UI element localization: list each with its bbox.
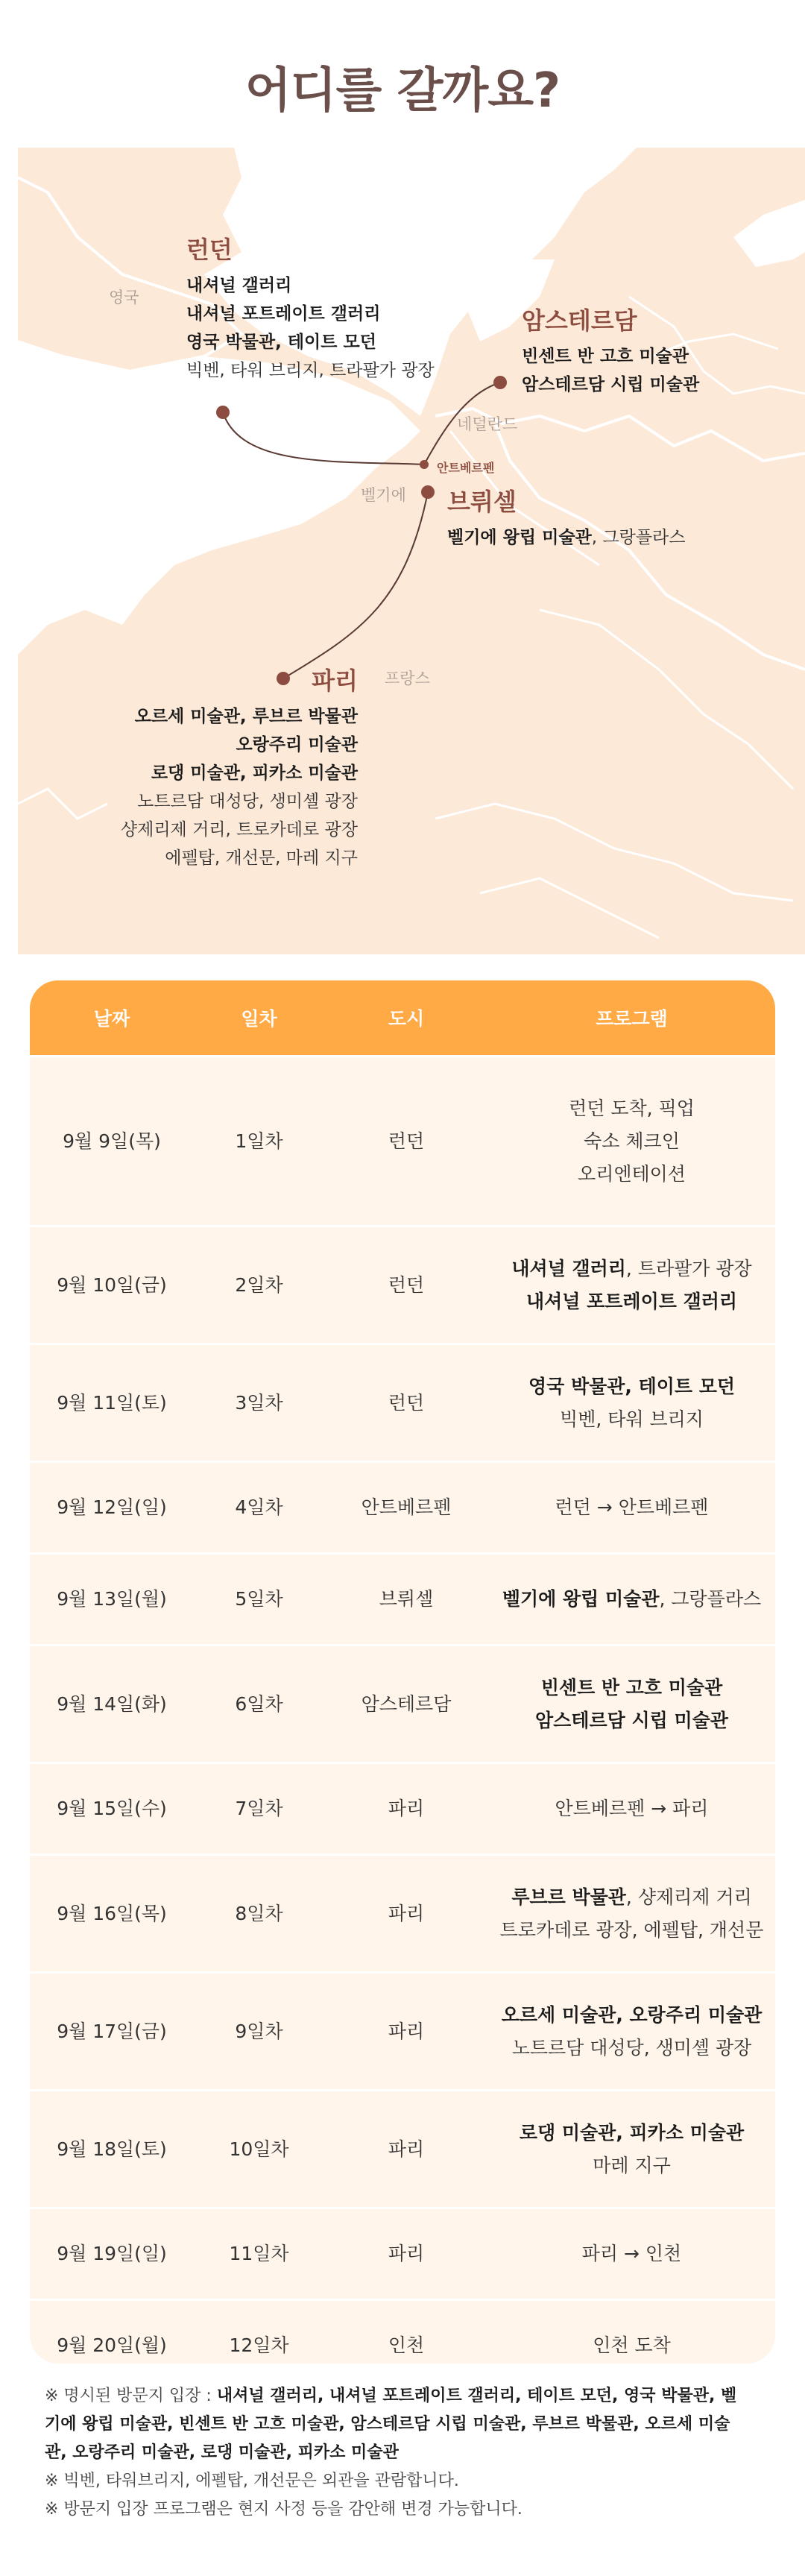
place-list — [112, 702, 358, 872]
table-row — [30, 1225, 775, 1343]
table-row — [30, 2089, 775, 2207]
bold-text: 관, 오랑주리 미술관, 로댕 미술관, 피카소 미술관 — [45, 2443, 399, 2462]
note-admission — [45, 2382, 760, 2467]
country-label-france: 프랑스 — [385, 670, 430, 687]
london-marker — [216, 406, 230, 419]
text-line — [488, 1403, 775, 1436]
country-label-netherlands: 네덜란드 — [457, 415, 518, 433]
cell-program — [488, 1491, 775, 1524]
bold-text: 빈센트 반 고흐 미술관 — [540, 1676, 723, 1698]
cell-day: 8일차 — [235, 1902, 283, 1924]
cell-date: 9월 13일(월) — [57, 1588, 167, 1610]
text-line — [488, 1914, 775, 1947]
text: , 그랑플라스 — [591, 528, 686, 547]
text-line — [488, 2032, 775, 2065]
text-line — [488, 1672, 775, 1704]
bold-text: 내셔널 갤러리 — [186, 276, 292, 295]
place-list — [447, 523, 685, 552]
text-line — [45, 2382, 760, 2410]
bold-text: 루브르 박물관 — [511, 1886, 626, 1908]
table-row — [30, 1854, 775, 1971]
cell-city: 파리 — [388, 1798, 425, 1819]
text: 파리 → 인천 — [581, 2243, 682, 2264]
bold-text: 오랑주리 미술관 — [236, 735, 358, 755]
cell-city: 안트베르펜 — [361, 1496, 452, 1518]
cell-day: 7일차 — [235, 1798, 283, 1819]
text: ※ 명시된 방문지 입장 : — [45, 2387, 217, 2405]
text-line — [488, 1253, 775, 1285]
table-body — [30, 1055, 775, 2364]
bold-text: 내셔널 갤러리 — [511, 1257, 626, 1279]
route-map — [18, 148, 805, 954]
city-block-brussels — [447, 483, 685, 552]
text: ※ 빅벤, 타워브리지, 에펠탑, 개선문은 외관을 관람합니다. — [45, 2472, 459, 2490]
cell-program — [488, 1370, 775, 1436]
bold-text: 내셔널 포트레이트 갤러리 — [186, 304, 381, 324]
cell-date: 9월 20일(월) — [57, 2334, 167, 2356]
table-row — [30, 1644, 775, 1762]
text: 런던 → 안트베르펜 — [555, 1496, 709, 1518]
city-block-paris — [112, 662, 358, 872]
header-date: 날짜 — [93, 1008, 130, 1030]
brussels-marker — [421, 485, 435, 499]
text-line — [447, 523, 685, 552]
text: 런던 도착, 픽업 — [569, 1097, 695, 1119]
cell-date: 9월 16일(목) — [57, 1902, 167, 1924]
cell-date: 9월 18일(토) — [57, 2138, 167, 2160]
bold-text: 로댕 미술관, 피카소 미술관 — [519, 2121, 745, 2144]
text-line — [112, 844, 358, 872]
itinerary-table — [30, 980, 775, 2364]
cell-program — [488, 1999, 775, 2065]
cell-city: 런던 — [388, 1130, 425, 1152]
cell-city: 인천 — [388, 2334, 425, 2356]
place-list — [522, 342, 699, 399]
amsterdam-marker — [493, 376, 507, 389]
cell-day: 12일차 — [229, 2334, 289, 2356]
text-line — [488, 1999, 775, 2032]
cell-program — [488, 1672, 775, 1737]
text-line — [522, 371, 699, 399]
cell-program — [488, 2117, 775, 2182]
cell-day: 3일차 — [235, 1391, 283, 1414]
text: 숙소 체크인 — [584, 1130, 680, 1152]
cell-date: 9월 12일(일) — [57, 1496, 167, 1518]
city-name-amsterdam: 암스테르담 — [522, 306, 637, 335]
cell-day: 6일차 — [235, 1692, 283, 1715]
antwerp-marker — [420, 460, 429, 469]
text: 인천 도착 — [593, 2334, 671, 2356]
table-row — [30, 1552, 775, 1644]
text: 빅벤, 타워 브리지, 트라팔가 광장 — [186, 361, 435, 380]
note-exterior — [45, 2467, 760, 2495]
bold-text: 영국 박물관, 테이트 모던 — [528, 1375, 736, 1397]
cell-program — [488, 2238, 775, 2270]
text-line — [488, 1285, 775, 1318]
city-name-london: 런던 — [186, 236, 233, 264]
city-name-paris: 파리 — [312, 667, 358, 695]
cell-city: 파리 — [388, 2138, 425, 2160]
cell-day: 10일차 — [229, 2138, 289, 2160]
cell-date: 9월 14일(화) — [57, 1692, 167, 1715]
text: 에펠탑, 개선문, 마레 지구 — [165, 848, 358, 868]
text-line — [45, 2467, 760, 2495]
cell-date: 9월 9일(목) — [63, 1130, 161, 1152]
place-list — [186, 271, 435, 385]
text: 샹제리제 거리, 트로카데로 광장 — [120, 820, 358, 840]
country-label-uk: 영국 — [109, 289, 139, 306]
cell-date: 9월 19일(일) — [57, 2243, 167, 2264]
note-change — [45, 2495, 760, 2524]
text-line — [488, 2150, 775, 2182]
text-line — [488, 1092, 775, 1125]
antwerp-label: 안트베르펜 — [437, 461, 495, 475]
text-line — [112, 787, 358, 816]
text-line — [45, 2410, 760, 2439]
notes-section — [45, 2382, 760, 2524]
table-header — [30, 980, 775, 1055]
country-label-belgium: 벨기에 — [361, 486, 406, 504]
cell-day: 9일차 — [235, 2020, 283, 2042]
bold-text: 내셔널 갤러리, 내셔널 포트레이트 갤러리, 테이트 모던, 영국 박물관, 벨 — [216, 2387, 737, 2405]
text-line — [488, 1158, 775, 1191]
text-line — [522, 342, 699, 371]
text-line — [488, 2238, 775, 2270]
bold-text: 로댕 미술관, 피카소 미술관 — [151, 763, 358, 783]
table-row — [30, 1762, 775, 1854]
cell-date: 9월 17일(금) — [57, 2020, 167, 2042]
text-line — [112, 759, 358, 787]
cell-program — [488, 1253, 775, 1318]
text: , 트라팔가 광장 — [625, 1257, 752, 1279]
table-row — [30, 2299, 775, 2364]
header-day: 일차 — [241, 1008, 277, 1030]
bold-text: 내셔널 포트레이트 갤러리 — [525, 1290, 738, 1312]
text-line — [45, 2439, 760, 2467]
text: 노트르담 대성당, 생미셸 광장 — [137, 792, 358, 811]
bold-text: 영국 박물관, 테이트 모던 — [186, 333, 376, 352]
bold-text: 빈센트 반 고흐 미술관 — [522, 347, 689, 366]
cell-city: 런던 — [388, 1391, 425, 1414]
text-line — [488, 1704, 775, 1737]
cell-program — [488, 1583, 775, 1616]
cell-city: 파리 — [388, 2020, 425, 2042]
page-title: 어디를 갈까요? — [244, 63, 561, 119]
bold-text: 암스테르담 시립 미술관 — [535, 1709, 728, 1731]
text-line — [186, 328, 435, 356]
text-line — [488, 1583, 775, 1616]
text-line — [488, 2329, 775, 2362]
bold-text: 벨기에 왕립 미술관 — [447, 528, 592, 547]
cell-program — [488, 1881, 775, 1947]
cell-program — [488, 2329, 775, 2362]
city-block-london — [186, 231, 435, 385]
text: 트로카데로 광장, 에펠탑, 개선문 — [499, 1918, 764, 1941]
text: 마레 지구 — [593, 2154, 671, 2176]
text: ※ 방문지 입장 프로그램은 현지 사정 등을 감안해 변경 가능합니다. — [45, 2500, 523, 2519]
text-line — [112, 816, 358, 844]
text: , 샹제리제 거리 — [625, 1886, 752, 1908]
text-line — [112, 731, 358, 759]
city-block-amsterdam — [522, 302, 699, 399]
cell-program — [488, 1792, 775, 1825]
text-line — [45, 2495, 760, 2524]
text-line — [488, 1491, 775, 1524]
text-line — [488, 1881, 775, 1914]
table-row — [30, 1055, 775, 1225]
city-name-brussels: 브뤼셀 — [447, 488, 517, 516]
cell-day: 5일차 — [235, 1588, 283, 1610]
cell-city: 런던 — [388, 1273, 425, 1296]
bold-text: 오르세 미술관, 오랑주리 미술관 — [501, 2003, 763, 2026]
text: 노트르담 대성당, 생미셸 광장 — [511, 2036, 752, 2059]
cell-city: 파리 — [388, 1902, 425, 1924]
text-line — [488, 1792, 775, 1825]
cell-day: 11일차 — [229, 2243, 289, 2264]
text: 빅벤, 타워 브리지 — [560, 1408, 704, 1430]
cell-date: 9월 15일(수) — [57, 1798, 167, 1819]
text-line — [186, 356, 435, 385]
text: 안트베르펜 → 파리 — [555, 1798, 709, 1819]
text-line — [488, 2117, 775, 2150]
header-program: 프로그램 — [596, 1008, 668, 1030]
text: , 그랑플라스 — [659, 1588, 762, 1610]
text-line — [186, 300, 435, 328]
header-city: 도시 — [388, 1008, 425, 1030]
bold-text: 암스테르담 시립 미술관 — [522, 375, 700, 394]
cell-program — [488, 1092, 775, 1191]
cell-day: 1일차 — [235, 1130, 283, 1152]
cell-date: 9월 11일(토) — [57, 1391, 167, 1414]
cell-city: 암스테르담 — [361, 1692, 452, 1715]
cell-city: 브뤼셀 — [379, 1588, 434, 1610]
table-row — [30, 1461, 775, 1552]
text: 오리엔테이션 — [578, 1162, 686, 1185]
table-row — [30, 2207, 775, 2299]
bold-text: 기에 왕립 미술관, 빈센트 반 고흐 미술관, 암스테르담 시립 미술관, 루브르 박물관, 오르세 미술 — [45, 2415, 730, 2434]
text-line — [112, 702, 358, 731]
table-row — [30, 1971, 775, 2089]
text-line — [488, 1125, 775, 1158]
text-line — [186, 271, 435, 300]
cell-day: 4일차 — [235, 1496, 283, 1518]
cell-date: 9월 10일(금) — [57, 1273, 167, 1296]
bold-text: 벨기에 왕립 미술관 — [502, 1588, 660, 1610]
cell-day: 2일차 — [235, 1273, 283, 1296]
cell-city: 파리 — [388, 2243, 425, 2264]
table-row — [30, 1343, 775, 1461]
bold-text: 오르세 미술관, 루브르 박물관 — [134, 707, 358, 726]
text-line — [488, 1370, 775, 1403]
